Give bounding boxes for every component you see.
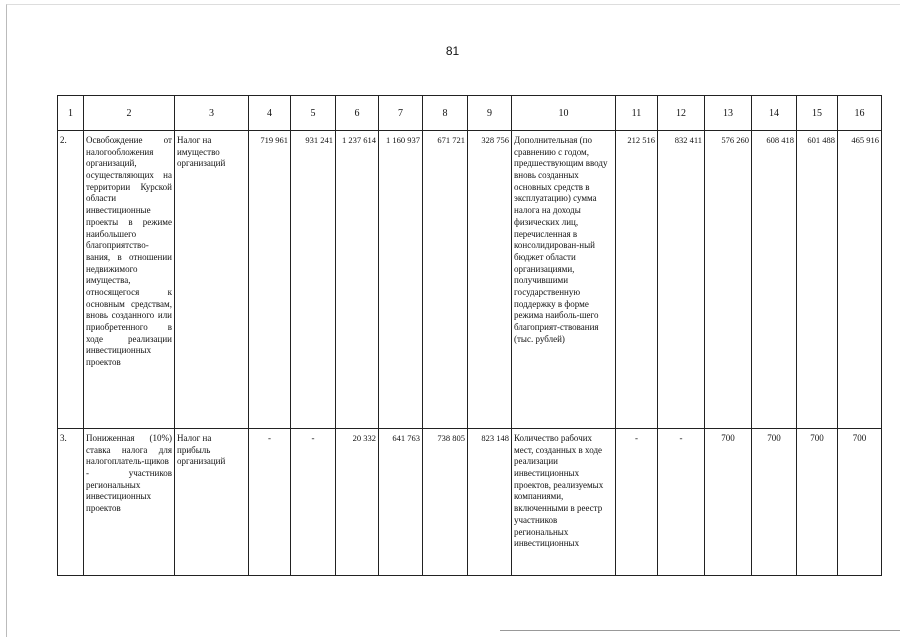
row-number: 2. xyxy=(58,131,84,429)
table-row xyxy=(58,429,882,576)
value-cell: - xyxy=(616,429,658,576)
indicator-description: Дополнительная (по сравнению с годом, предшествующим вводу вновь созданных основных средств в эксплуатацию) сумма налога на доходы физических лиц, перечисленная в консолидирован-ный бюджет области организациями, получившими государственную поддержку в форме режима наиболь-шего благоприят-ствования (тыс. рублей) xyxy=(512,131,616,429)
header-cell: 1 xyxy=(58,96,84,131)
tax-type: Налог на имущество организаций xyxy=(175,131,249,429)
header-cell: 5 xyxy=(291,96,336,131)
value-cell: 700 xyxy=(797,429,838,576)
value-cell: 671 721 xyxy=(423,131,468,429)
value-cell: 465 916 xyxy=(838,131,882,429)
benefit-description: Пониженная (10%) ставка налога для налогоплатель-щиков - участников региональных инвестиционных проектов xyxy=(84,429,175,576)
tax-type: Налог на прибыль организаций xyxy=(175,429,249,576)
value-cell: 719 961 xyxy=(249,131,291,429)
value-cell: 700 xyxy=(705,429,752,576)
table-row xyxy=(58,131,882,429)
value-cell: 601 488 xyxy=(797,131,838,429)
header-cell: 16 xyxy=(838,96,882,131)
header-cell: 11 xyxy=(616,96,658,131)
header-cell: 2 xyxy=(84,96,175,131)
value-cell: 931 241 xyxy=(291,131,336,429)
value-cell: 832 411 xyxy=(658,131,705,429)
value-cell: - xyxy=(291,429,336,576)
value-cell: - xyxy=(249,429,291,576)
row-number: 3. xyxy=(58,429,84,576)
value-cell: - xyxy=(658,429,705,576)
value-cell: 641 763 xyxy=(379,429,423,576)
header-cell: 12 xyxy=(658,96,705,131)
header-cell: 9 xyxy=(468,96,512,131)
value-cell: 212 516 xyxy=(616,131,658,429)
header-cell: 3 xyxy=(175,96,249,131)
header-cell: 10 xyxy=(512,96,616,131)
value-cell: 1 160 937 xyxy=(379,131,423,429)
header-cell: 7 xyxy=(379,96,423,131)
header-cell: 13 xyxy=(705,96,752,131)
indicator-description: Количество рабочих мест, созданных в ходе реализации инвестиционных проектов, реализуемых компаниями, включенными в реестр участников региональных инвестиционных xyxy=(512,429,616,576)
value-cell: 576 260 xyxy=(705,131,752,429)
value-cell: 700 xyxy=(838,429,882,576)
value-cell: 328 756 xyxy=(468,131,512,429)
value-cell: 823 148 xyxy=(468,429,512,576)
value-cell: 608 418 xyxy=(752,131,797,429)
table-header-row xyxy=(58,96,882,131)
indicators-table xyxy=(57,95,882,576)
header-cell: 15 xyxy=(797,96,838,131)
value-cell: 700 xyxy=(752,429,797,576)
page-number: 81 xyxy=(445,44,460,58)
scan-edge-line xyxy=(500,630,900,631)
benefit-description: Освобождение от налогообложения организаций, осуществляющих на территории Курской области инвестиционные проекты в режиме наибольшего благоприятство-вания, в отношении недвижимого имущества, относящегося к основным средствам, вновь созданного или приобретенного в ходе реализации инвестиционных проектов xyxy=(84,131,175,429)
header-cell: 8 xyxy=(423,96,468,131)
header-cell: 6 xyxy=(336,96,379,131)
value-cell: 738 805 xyxy=(423,429,468,576)
header-cell: 4 xyxy=(249,96,291,131)
value-cell: 20 332 xyxy=(336,429,379,576)
value-cell: 1 237 614 xyxy=(336,131,379,429)
header-cell: 14 xyxy=(752,96,797,131)
